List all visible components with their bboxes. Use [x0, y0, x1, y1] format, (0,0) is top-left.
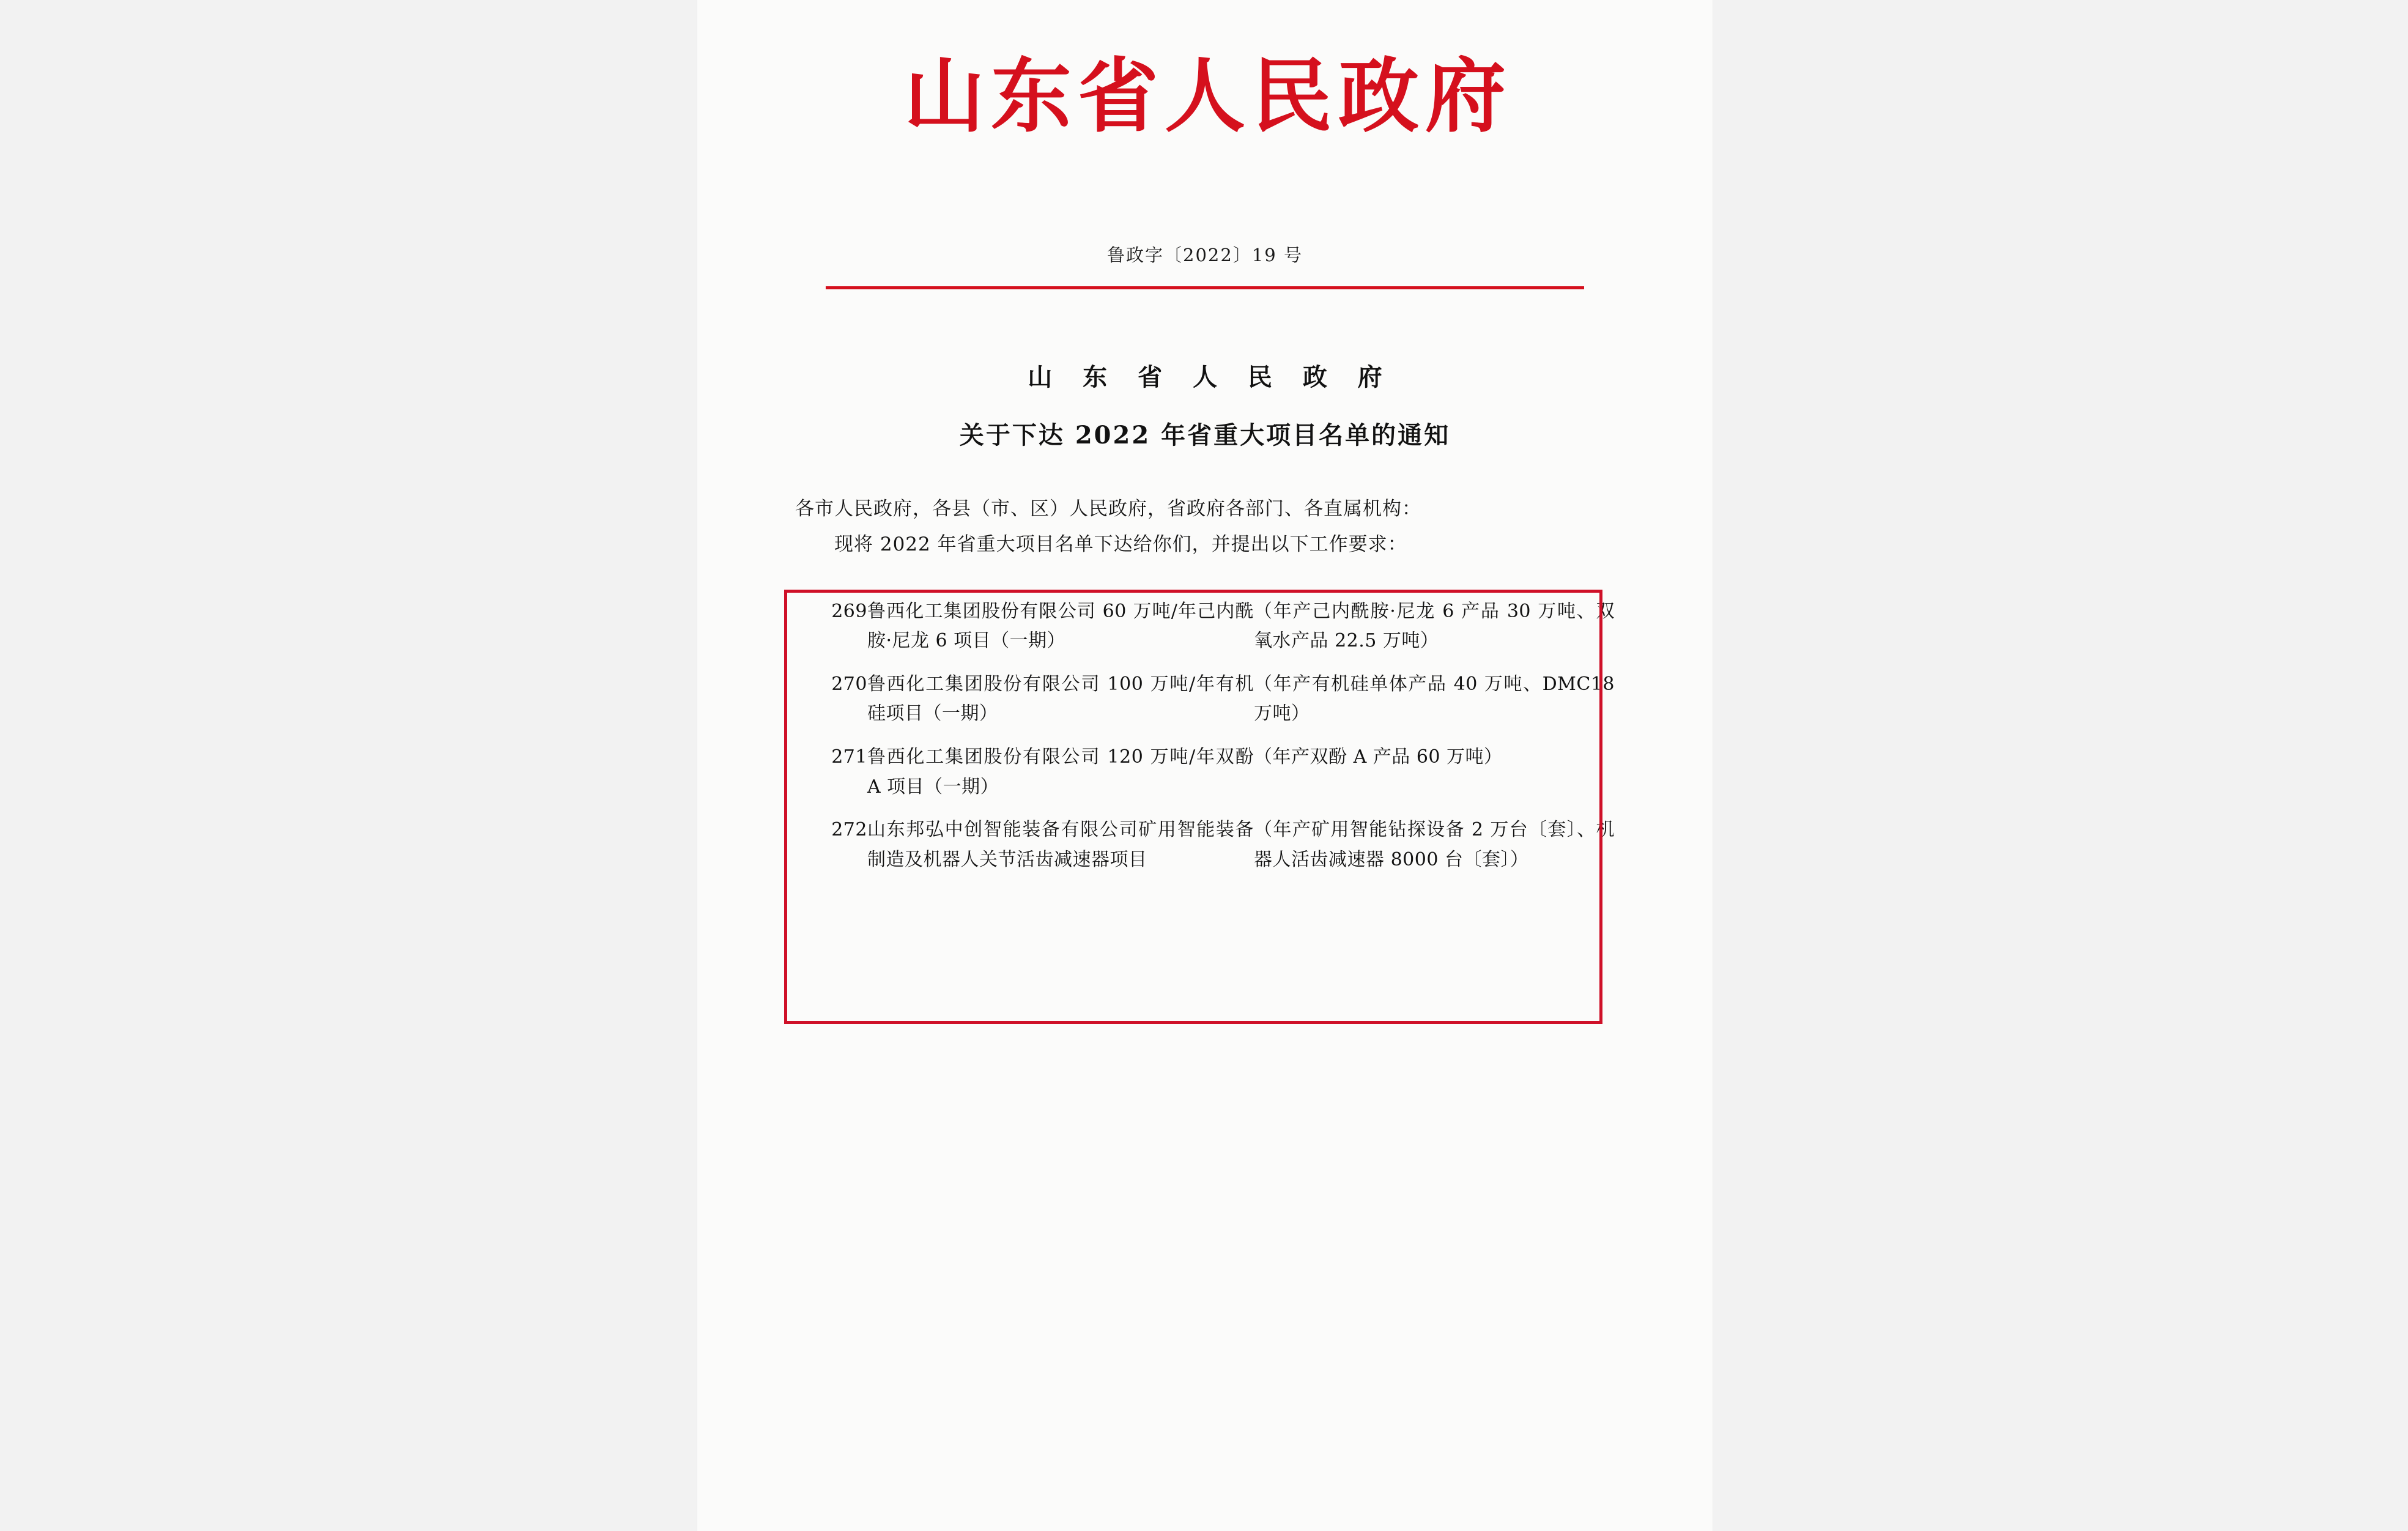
table-row [795, 815, 1615, 888]
row-project-name: 山东邦弘中创智能装备有限公司矿用智能装备制造及机器人关节活齿减速器项目 [867, 819, 1254, 870]
row-project-spec: （年产有机硅单体产品 40 万吨、DMC18 万吨） [1254, 673, 1615, 725]
document-title [795, 358, 1615, 451]
title-subject-line: 关于下达 2022 年省重大项目名单的通知 [959, 421, 1451, 450]
row-project-spec: （年产己内酰胺·尼龙 6 产品 30 万吨、双氧水产品 22.5 万吨） [1254, 600, 1615, 652]
paragraph-intro: 现将 2022 年省重大项目名单下达给你们，并提出以下工作要求： [834, 533, 1407, 556]
row-number: 270 [831, 673, 867, 695]
government-masthead: 山东省人民政府 [904, 49, 1512, 144]
red-divider-rule [826, 286, 1584, 289]
paragraph-addressees: 各市人民政府，各县（市、区）人民政府，省政府各部门、各直属机构： [795, 498, 1421, 521]
row-project-name: 鲁西化工集团股份有限公司 60 万吨/年己内酰胺·尼龙 6 项目（一期） [867, 600, 1254, 652]
row-number: 269 [831, 600, 867, 622]
project-list-table [795, 597, 1615, 889]
title-issuer-line: 山 东 省 人 民 政 府 [1028, 363, 1393, 392]
project-list-table-wrap [795, 597, 1615, 889]
document-number: 鲁政字〔2022〕19 号 [1107, 245, 1303, 266]
document-page [697, 0, 1713, 1531]
document-body [795, 494, 1615, 560]
row-number: 271 [831, 746, 867, 768]
document-content [795, 0, 1615, 1531]
row-number: 272 [831, 819, 867, 841]
row-project-spec: （年产双酚 A 产品 60 万吨） [1254, 746, 1503, 768]
table-row [795, 743, 1615, 815]
table-row [795, 597, 1615, 670]
row-project-spec: （年产矿用智能钻探设备 2 万台〔套〕、机器人活齿减速器 8000 台〔套〕） [1254, 819, 1615, 870]
row-project-name: 鲁西化工集团股份有限公司 100 万吨/年有机硅项目（一期） [867, 673, 1254, 725]
row-project-name: 鲁西化工集团股份有限公司 120 万吨/年双酚 A 项目（一期） [867, 746, 1254, 798]
table-row [795, 670, 1615, 743]
